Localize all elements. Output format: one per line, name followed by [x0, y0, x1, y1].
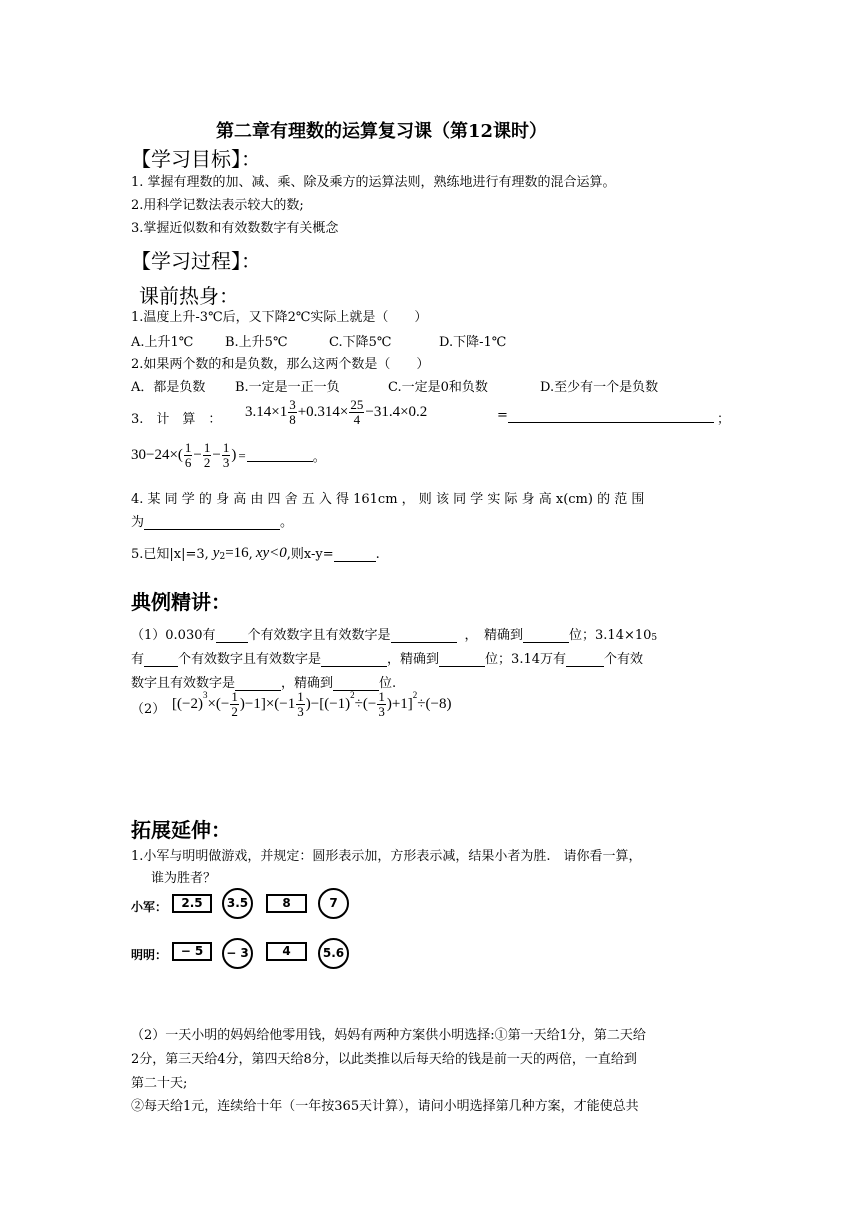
q5-part: xy<0	[255, 545, 287, 561]
expr-sup: 2	[350, 690, 355, 700]
process-heading: 【学习过程】：	[131, 249, 261, 273]
problem-1-line2: 谁为胜者？	[151, 871, 217, 886]
answer-blank[interactable]	[439, 654, 485, 667]
q2-option-b: B.一定是一正一负	[235, 380, 340, 395]
ex-part: ，精确到	[281, 676, 334, 691]
semicolon: ；	[717, 412, 731, 427]
equals-sign: =	[497, 408, 508, 423]
goal-item: 3.掌握近似数和有效数数字有关概念	[131, 221, 339, 236]
question-1: 1.温度上升-3℃后，又下降2℃实际上就是（ ）	[131, 310, 428, 325]
ex-part: ，精确到	[387, 652, 440, 667]
question-4-line2	[131, 511, 293, 530]
ex-part: （1）0.030有	[131, 628, 216, 643]
period: 。	[280, 515, 294, 530]
q2-option-c: C.一定是0和负数	[388, 380, 488, 395]
examples-heading: 典例精讲：	[131, 590, 231, 614]
frac-den: 2	[231, 704, 238, 719]
fraction	[349, 398, 364, 427]
answer-blank[interactable]	[334, 549, 376, 562]
q5-part: 5.已知|x|=3,	[131, 547, 209, 562]
example-2-label: （2）	[131, 702, 166, 717]
expr-part: )−1]×(−1	[239, 696, 296, 712]
goal-item: 1. 掌握有理数的加、减、乘、除及乘方的运算法则，熟练地进行有理数的混合运算。	[131, 175, 616, 190]
goal-item: 2.用科学记数法表示较大的数;	[131, 198, 304, 213]
q1-option-b: B.上升5℃	[225, 335, 288, 350]
ex-part: 个有效	[604, 652, 644, 667]
expr-part: ×(−	[207, 696, 230, 712]
answer-blank[interactable]	[216, 630, 248, 643]
expr-part: )−[(−1)	[305, 696, 351, 712]
frac-den: 2	[203, 455, 211, 470]
expr-part: [(−2)	[172, 696, 203, 712]
q1-option-d: D.下降-1℃	[439, 335, 507, 350]
q5-part: =16	[225, 545, 249, 561]
frac-num: 1	[184, 440, 192, 455]
page-title: 第二章有理数的运算复习课（第12课时）	[216, 121, 548, 142]
square-subtract: − 5	[172, 942, 212, 961]
problem-2-line3: 第二十天;	[131, 1076, 188, 1091]
frac-num: 3	[289, 397, 296, 412]
goals-heading: 【学习目标】：	[131, 147, 261, 171]
row-label-mingming: 明明：	[131, 948, 168, 962]
minus-sign: −	[212, 447, 221, 463]
warmup-heading: 课前热身：	[139, 284, 239, 308]
problem-2-line4: ②每天给1元，连续给十年（一年按365天计算），请问小明选择第几种方案，才能使总共	[131, 1099, 639, 1114]
answer-blank[interactable]	[144, 654, 178, 667]
expr-part: )+1]	[386, 696, 413, 712]
q5-part: ,则x-y=	[286, 547, 334, 562]
expr-part: +0.314×	[297, 404, 349, 420]
circle-add: 3.5	[222, 888, 253, 919]
paren-close: )	[231, 447, 237, 463]
frac-den: 3	[297, 704, 304, 719]
expr-part: ÷(−	[354, 696, 377, 712]
q5-var: y	[212, 545, 220, 561]
question-4: 4. 某 同 学 的 身 高 由 四 舍 五 入 得 161cm ， 则 该 同 学 实 际 身 高 x(cm) 的 范 围	[131, 492, 645, 507]
answer-blank[interactable]	[144, 517, 280, 530]
fraction	[288, 398, 297, 427]
problem-2-line1: （2）一天小明的妈妈给他零用钱，妈妈有两种方案供小明选择:①第一天给1分，第二天给	[131, 1028, 646, 1043]
q1-option-c: C.下降5℃	[329, 335, 392, 350]
ex-part: 数字且有效数字是	[131, 676, 236, 691]
question-3b-expression	[131, 441, 326, 470]
ex-part: ， 精确到	[464, 628, 524, 643]
answer-blank[interactable]	[321, 654, 387, 667]
period: .	[375, 547, 380, 562]
frac-den: 8	[289, 412, 296, 427]
minus-sign: −	[193, 447, 202, 463]
answer-blank[interactable]	[566, 654, 604, 667]
example-1-line1	[131, 624, 657, 643]
frac-num: 1	[203, 440, 211, 455]
ex-part: 个有效数字且有效数字是	[178, 652, 322, 667]
frac-num: 1	[231, 689, 238, 704]
answer-blank[interactable]	[391, 630, 457, 643]
ex-part: 位.	[379, 676, 397, 691]
q4-prefix: 为	[131, 515, 145, 530]
frac-den: 3	[378, 704, 385, 719]
q1-option-a: A.上升1℃	[131, 335, 194, 350]
example-1-line2	[131, 648, 643, 667]
answer-blank[interactable]	[508, 410, 714, 423]
ex-part: 位；3.14万有	[485, 652, 566, 667]
square-subtract: 2.5	[172, 894, 212, 913]
row-label-xiaojun: 小军：	[131, 900, 168, 914]
expr-part: ÷(−8)	[417, 696, 452, 712]
q2-option-d: D.至少有一个是负数	[540, 380, 659, 395]
square-subtract: 4	[266, 942, 307, 961]
ex-part: 个有效数字且有效数字是	[247, 628, 391, 643]
expr-part: −31.4×0.2	[365, 404, 428, 420]
equals-sign: =	[238, 447, 246, 463]
frac-den: 3	[222, 455, 230, 470]
q5-sup: 2	[219, 552, 226, 562]
problem-1-line1: 1.小军与明明做游戏，并规定：圆形表示加，方形表示减，结果小者为胜. 请你看一算，	[131, 849, 642, 864]
fraction	[203, 441, 212, 470]
fraction	[377, 690, 386, 719]
question-3-label: 3. 计 算 ：	[131, 412, 222, 427]
period: 。	[312, 449, 326, 464]
expr-sup: 3	[202, 690, 208, 700]
answer-blank[interactable]	[523, 630, 569, 643]
frac-num: 1	[297, 689, 304, 704]
q5-part: ,	[248, 547, 253, 562]
example-1-line3	[131, 672, 396, 691]
expr-sup: 2	[412, 690, 418, 700]
fraction	[296, 690, 305, 719]
square-subtract: 8	[266, 894, 307, 913]
problem-2-line2: 2分，第三天给4分，第四天给8分，以此类推以后每天给的钱是前一天的两倍，一直给到	[131, 1052, 637, 1067]
q2-option-a: A．都是负数	[131, 380, 206, 395]
fraction	[184, 441, 193, 470]
fraction	[222, 441, 231, 470]
question-5	[131, 543, 380, 562]
circle-add: 5.6	[318, 938, 349, 969]
question-2: 2.如果两个数的和是负数，那么这两个数是（ ）	[131, 357, 430, 372]
question-3-expression	[245, 398, 427, 427]
ex-part: 位；3.14×10	[569, 628, 652, 643]
frac-den: 6	[184, 455, 192, 470]
expr-part: 3.14×1	[245, 404, 288, 420]
circle-add: 7	[318, 888, 349, 919]
ex-sup: 5	[651, 633, 658, 643]
circle-add: − 3	[222, 938, 253, 969]
ex-part: 有	[131, 652, 145, 667]
frac-num: 1	[222, 440, 230, 455]
example-2-expression	[172, 690, 451, 719]
frac-num: 25	[350, 397, 364, 412]
frac-num: 1	[378, 689, 385, 704]
fraction	[230, 690, 239, 719]
frac-den: 4	[353, 412, 361, 427]
extension-heading: 拓展延伸：	[131, 818, 231, 842]
expr-part: 30−24×(	[131, 447, 183, 463]
answer-blank[interactable]	[247, 449, 313, 462]
